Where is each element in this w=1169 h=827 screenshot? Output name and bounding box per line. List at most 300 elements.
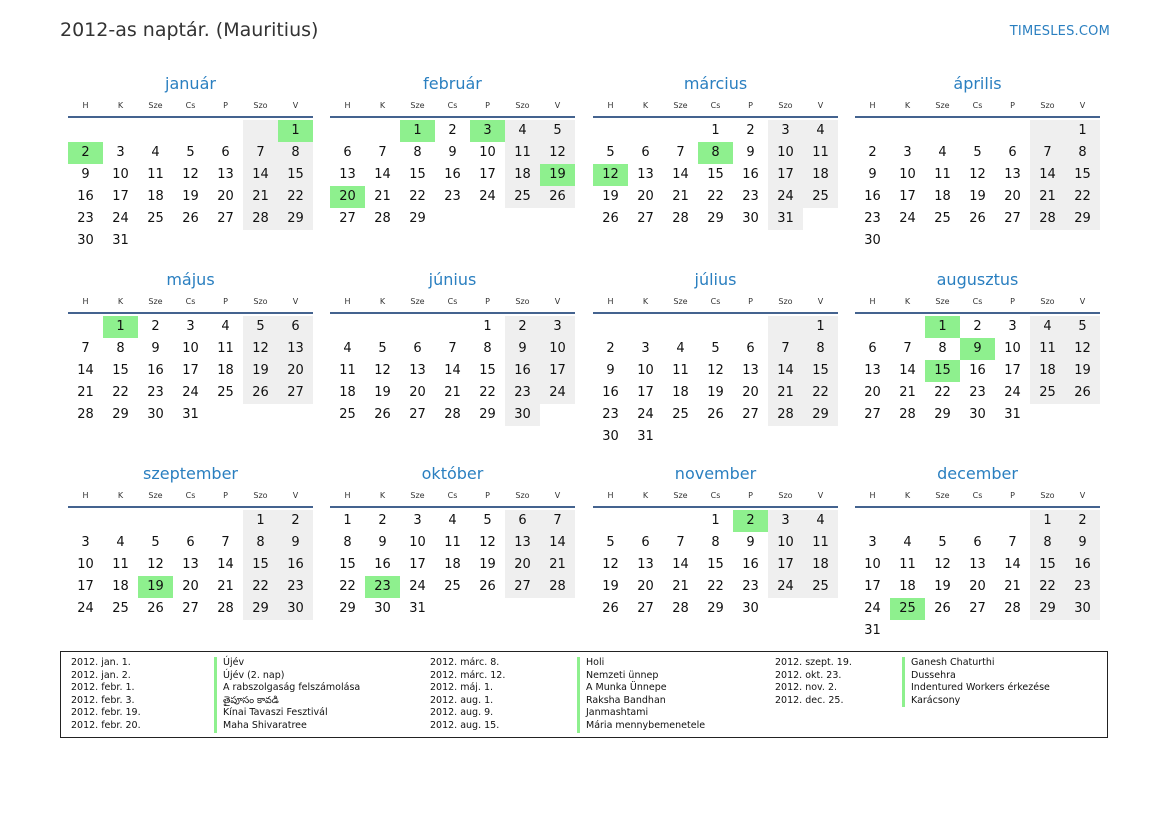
weekday-label: Szo	[778, 297, 793, 306]
day-cell: 31	[1004, 407, 1021, 422]
holiday-day-cell: 8	[698, 142, 733, 164]
day-cell: 10	[768, 532, 803, 554]
day-cell: 13	[278, 338, 313, 360]
day-cell: 8	[803, 338, 838, 360]
day-grid	[68, 120, 313, 252]
holiday-date: 2012. febr. 1.	[71, 682, 135, 694]
day-cell: 6	[278, 316, 313, 338]
day-cell: 23	[278, 576, 313, 598]
day-cell: 15	[707, 557, 724, 572]
weekday-label: K	[117, 491, 124, 500]
day-cell: 12	[969, 167, 986, 182]
day-cell: 21	[77, 385, 94, 400]
weekday-label: Szo	[1040, 297, 1055, 306]
day-cell: 11	[147, 167, 164, 182]
day-cell: 8	[243, 532, 278, 554]
day-cell: 24	[77, 601, 94, 616]
day-cell: 22	[1030, 576, 1065, 598]
day-cell: 24	[1004, 385, 1021, 400]
weekday-label: V	[554, 297, 561, 306]
day-cell: 15	[112, 363, 129, 378]
day-cell: 31	[864, 623, 881, 638]
day-cell: 4	[151, 145, 160, 160]
day-cell: 15	[278, 164, 313, 186]
weekday-header	[68, 99, 313, 118]
holiday-name: Holi	[577, 657, 604, 670]
day-cell: 4	[676, 341, 685, 356]
holiday-name: Kínai Tavaszi Fesztivál	[214, 707, 328, 720]
day-cell: 20	[637, 189, 654, 204]
day-cell: 28	[374, 211, 391, 226]
weekday-label: Sze	[148, 101, 163, 110]
weekday-header	[68, 295, 313, 314]
weekday-label: Sze	[935, 297, 950, 306]
weekday-label: V	[1079, 101, 1086, 110]
day-cell: 26	[182, 211, 199, 226]
day-cell: 3	[641, 341, 650, 356]
weekday-label: Cs	[447, 297, 458, 306]
empty-day-cell	[593, 120, 628, 142]
day-cell: 18	[112, 579, 129, 594]
day-cell: 23	[742, 189, 759, 204]
day-cell: 30	[278, 598, 313, 620]
day-cell: 8	[343, 535, 352, 550]
holiday-day-cell: 2	[68, 142, 103, 164]
day-cell: 20	[182, 579, 199, 594]
day-cell: 28	[1030, 208, 1065, 230]
weekday-label: P	[748, 491, 753, 500]
weekday-label: P	[485, 491, 490, 500]
day-cell: 23	[864, 211, 881, 226]
day-cell: 25	[1030, 382, 1065, 404]
day-cell: 5	[483, 513, 492, 528]
day-cell: 6	[641, 145, 650, 160]
empty-day-cell	[995, 510, 1030, 532]
empty-day-cell	[593, 316, 628, 338]
day-cell: 19	[182, 189, 199, 204]
day-cell: 22	[707, 579, 724, 594]
weekday-label: P	[1010, 101, 1015, 110]
day-cell: 29	[707, 601, 724, 616]
day-cell: 7	[448, 341, 457, 356]
weekday-label: Sze	[148, 491, 163, 500]
weekday-label: K	[904, 101, 911, 110]
day-grid	[330, 316, 575, 426]
day-cell: 27	[637, 601, 654, 616]
day-cell: 20	[505, 554, 540, 576]
month-8	[855, 269, 1100, 426]
day-cell: 19	[934, 579, 951, 594]
empty-day-cell	[365, 120, 400, 142]
weekday-label: Cs	[710, 297, 721, 306]
day-cell: 3	[540, 316, 575, 338]
weekday-label: V	[817, 297, 824, 306]
day-cell: 5	[540, 120, 575, 142]
day-cell: 14	[672, 167, 689, 182]
weekday-label: H	[344, 491, 351, 500]
weekday-label: V	[817, 101, 824, 110]
holiday-day-cell: 1	[103, 316, 138, 338]
weekday-label: Sze	[673, 297, 688, 306]
day-cell: 27	[182, 601, 199, 616]
day-cell: 18	[899, 579, 916, 594]
day-cell: 9	[606, 363, 615, 378]
day-cell: 14	[540, 532, 575, 554]
day-cell: 16	[505, 360, 540, 382]
day-cell: 18	[1030, 360, 1065, 382]
day-cell: 2	[606, 341, 615, 356]
holiday-name: Raksha Bandhan	[577, 695, 666, 708]
day-cell: 11	[112, 557, 129, 572]
day-cell: 12	[934, 557, 951, 572]
day-cell: 28	[672, 601, 689, 616]
empty-day-cell	[138, 120, 173, 142]
empty-day-cell	[593, 510, 628, 532]
day-cell: 14	[899, 363, 916, 378]
day-cell: 18	[505, 164, 540, 186]
holiday-name: Újév	[214, 657, 244, 670]
weekday-header	[330, 99, 575, 118]
day-cell: 8	[116, 341, 125, 356]
day-cell: 8	[483, 341, 492, 356]
holiday-day-cell: 1	[925, 316, 960, 338]
empty-day-cell	[400, 316, 435, 338]
day-cell: 17	[77, 579, 94, 594]
weekday-label: K	[642, 297, 649, 306]
day-cell: 12	[243, 338, 278, 360]
holiday-date: 2012. máj. 1.	[430, 682, 494, 694]
day-cell: 25	[803, 576, 838, 598]
day-cell: 8	[413, 145, 422, 160]
day-cell: 17	[637, 385, 654, 400]
holiday-date: 2012. jan. 2.	[71, 669, 131, 681]
day-cell: 20	[969, 579, 986, 594]
day-cell: 6	[868, 341, 877, 356]
empty-day-cell	[68, 120, 103, 142]
day-cell: 20	[409, 385, 426, 400]
empty-day-cell	[995, 120, 1030, 142]
day-cell: 13	[1004, 167, 1021, 182]
day-cell: 15	[1065, 164, 1100, 186]
day-cell: 25	[444, 579, 461, 594]
day-cell: 6	[746, 341, 755, 356]
day-cell: 28	[217, 601, 234, 616]
day-cell: 10	[637, 363, 654, 378]
holiday-day-cell: 19	[138, 576, 173, 598]
weekday-label: V	[554, 491, 561, 500]
day-cell: 1	[803, 316, 838, 338]
weekday-label: K	[379, 297, 386, 306]
empty-day-cell	[628, 120, 663, 142]
day-cell: 17	[1004, 363, 1021, 378]
day-grid	[68, 510, 313, 620]
day-cell: 16	[77, 189, 94, 204]
day-cell: 24	[540, 382, 575, 404]
day-cell: 25	[803, 186, 838, 208]
day-cell: 4	[903, 535, 912, 550]
empty-day-cell	[663, 120, 698, 142]
empty-day-cell	[855, 316, 890, 338]
day-cell: 29	[934, 407, 951, 422]
day-cell: 23	[147, 385, 164, 400]
day-cell: 29	[278, 208, 313, 230]
day-cell: 7	[540, 510, 575, 532]
weekday-label: Sze	[148, 297, 163, 306]
day-cell: 24	[112, 211, 129, 226]
day-cell: 22	[339, 579, 356, 594]
day-cell: 25	[339, 407, 356, 422]
day-cell: 26	[969, 211, 986, 226]
day-cell: 30	[77, 233, 94, 248]
day-cell: 2	[448, 123, 457, 138]
day-cell: 19	[707, 385, 724, 400]
day-cell: 14	[217, 557, 234, 572]
day-cell: 21	[899, 385, 916, 400]
day-cell: 15	[409, 167, 426, 182]
empty-day-cell	[330, 316, 365, 338]
day-cell: 23	[444, 189, 461, 204]
day-cell: 18	[217, 363, 234, 378]
weekday-label: V	[1079, 491, 1086, 500]
day-cell: 29	[803, 404, 838, 426]
day-cell: 10	[540, 338, 575, 360]
weekday-label: H	[869, 297, 876, 306]
day-cell: 14	[77, 363, 94, 378]
weekday-label: Cs	[972, 297, 983, 306]
day-cell: 1	[711, 123, 720, 138]
day-cell: 6	[641, 535, 650, 550]
day-cell: 15	[479, 363, 496, 378]
holiday-day-cell: 23	[365, 576, 400, 598]
day-cell: 4	[116, 535, 125, 550]
day-cell: 3	[413, 513, 422, 528]
day-cell: 12	[707, 363, 724, 378]
day-cell: 30	[1065, 598, 1100, 620]
day-cell: 23	[505, 382, 540, 404]
day-cell: 9	[505, 338, 540, 360]
weekday-label: V	[292, 101, 299, 110]
month-10	[330, 463, 575, 620]
weekday-label: K	[117, 297, 124, 306]
day-cell: 31	[768, 208, 803, 230]
empty-day-cell	[243, 120, 278, 142]
day-cell: 29	[243, 598, 278, 620]
day-cell: 16	[742, 557, 759, 572]
day-cell: 17	[540, 360, 575, 382]
weekday-label: P	[485, 101, 490, 110]
day-grid	[330, 120, 575, 230]
day-cell: 7	[903, 341, 912, 356]
month-12	[855, 463, 1100, 642]
day-cell: 11	[444, 535, 461, 550]
empty-day-cell	[173, 510, 208, 532]
day-cell: 10	[77, 557, 94, 572]
day-cell: 10	[409, 535, 426, 550]
month-2	[330, 73, 575, 230]
day-cell: 13	[742, 363, 759, 378]
empty-day-cell	[663, 316, 698, 338]
empty-day-cell	[890, 120, 925, 142]
day-cell: 24	[864, 601, 881, 616]
weekday-label: K	[904, 297, 911, 306]
day-cell: 25	[147, 211, 164, 226]
day-cell: 20	[742, 385, 759, 400]
holiday-day-cell: 12	[593, 164, 628, 186]
month-7	[593, 269, 838, 448]
holiday-day-cell: 15	[925, 360, 960, 382]
day-cell: 13	[217, 167, 234, 182]
day-cell: 4	[938, 145, 947, 160]
day-cell: 14	[672, 557, 689, 572]
empty-day-cell	[138, 510, 173, 532]
weekday-label: Szo	[1040, 101, 1055, 110]
holiday-day-cell: 19	[540, 164, 575, 186]
day-cell: 31	[112, 233, 129, 248]
day-cell: 24	[409, 579, 426, 594]
day-cell: 20	[637, 579, 654, 594]
day-cell: 27	[969, 601, 986, 616]
empty-day-cell	[1030, 120, 1065, 142]
day-cell: 7	[1030, 142, 1065, 164]
weekday-label: H	[607, 491, 614, 500]
day-cell: 22	[243, 576, 278, 598]
day-cell: 4	[803, 120, 838, 142]
day-cell: 29	[1030, 598, 1065, 620]
weekday-label: Sze	[673, 491, 688, 500]
day-cell: 2	[151, 319, 160, 334]
weekday-label: Szo	[515, 491, 530, 500]
day-cell: 28	[1004, 601, 1021, 616]
day-cell: 6	[413, 341, 422, 356]
day-cell: 16	[278, 554, 313, 576]
day-cell: 10	[182, 341, 199, 356]
day-cell: 17	[182, 363, 199, 378]
day-cell: 27	[864, 407, 881, 422]
weekday-label: P	[1010, 491, 1015, 500]
empty-day-cell	[855, 510, 890, 532]
empty-day-cell	[365, 316, 400, 338]
empty-day-cell	[68, 510, 103, 532]
day-cell: 11	[899, 557, 916, 572]
day-cell: 22	[479, 385, 496, 400]
day-cell: 12	[147, 557, 164, 572]
month-11	[593, 463, 838, 620]
weekday-label: H	[82, 101, 89, 110]
day-cell: 25	[505, 186, 540, 208]
weekday-label: P	[485, 297, 490, 306]
weekday-label: V	[554, 101, 561, 110]
weekday-label: P	[748, 101, 753, 110]
day-cell: 11	[339, 363, 356, 378]
day-cell: 11	[803, 142, 838, 164]
holiday-date: 2012. febr. 3.	[71, 694, 135, 706]
day-cell: 9	[1065, 532, 1100, 554]
day-cell: 12	[1065, 338, 1100, 360]
day-cell: 20	[278, 360, 313, 382]
day-grid	[593, 316, 838, 448]
day-cell: 14	[768, 360, 803, 382]
holiday-day-cell: 9	[960, 338, 995, 360]
brand-logo[interactable]: TIMESLES.COM	[1009, 24, 1110, 39]
weekday-label: V	[292, 491, 299, 500]
day-cell: 10	[864, 557, 881, 572]
day-cell: 2	[505, 316, 540, 338]
day-cell: 11	[803, 532, 838, 554]
weekday-label: Cs	[972, 101, 983, 110]
day-cell: 31	[637, 429, 654, 444]
day-cell: 27	[278, 382, 313, 404]
day-cell: 26	[147, 601, 164, 616]
day-cell: 22	[278, 186, 313, 208]
month-4	[855, 73, 1100, 252]
day-cell: 19	[602, 189, 619, 204]
day-cell: 1	[1030, 510, 1065, 532]
day-cell: 24	[479, 189, 496, 204]
weekday-header	[855, 489, 1100, 508]
holiday-date: 2012. aug. 15.	[430, 720, 500, 731]
day-cell: 7	[243, 142, 278, 164]
day-cell: 26	[602, 601, 619, 616]
day-cell: 16	[374, 557, 391, 572]
weekday-label: Sze	[410, 297, 425, 306]
day-cell: 7	[676, 145, 685, 160]
day-cell: 22	[934, 385, 951, 400]
holiday-day-cell: 20	[330, 186, 365, 208]
day-cell: 16	[1065, 554, 1100, 576]
day-cell: 15	[339, 557, 356, 572]
holiday-day-cell: 2	[733, 510, 768, 532]
day-cell: 30	[864, 233, 881, 248]
holiday-day-cell: 1	[278, 120, 313, 142]
weekday-label: Cs	[185, 101, 196, 110]
holiday-day-cell: 25	[890, 598, 925, 620]
day-cell: 28	[243, 208, 278, 230]
day-cell: 20	[217, 189, 234, 204]
holiday-date: 2012. nov. 2.	[775, 682, 838, 694]
empty-day-cell	[890, 316, 925, 338]
day-cell: 21	[672, 579, 689, 594]
weekday-label: Cs	[710, 491, 721, 500]
day-cell: 21	[243, 186, 278, 208]
day-cell: 19	[969, 189, 986, 204]
empty-day-cell	[628, 510, 663, 532]
day-cell: 23	[77, 211, 94, 226]
day-cell: 2	[278, 510, 313, 532]
month-name: július	[694, 270, 737, 289]
holiday-name: Indentured Workers érkezése	[902, 682, 1050, 695]
day-cell: 13	[637, 557, 654, 572]
day-cell: 7	[676, 535, 685, 550]
holiday-legend	[60, 651, 1108, 738]
day-cell: 8	[1030, 532, 1065, 554]
holiday-date: 2012. febr. 19.	[71, 707, 141, 719]
day-cell: 3	[81, 535, 90, 550]
day-cell: 11	[934, 167, 951, 182]
month-name: január	[165, 74, 216, 93]
day-cell: 26	[602, 211, 619, 226]
day-cell: 18	[147, 189, 164, 204]
day-cell: 5	[186, 145, 195, 160]
day-cell: 1	[711, 513, 720, 528]
day-cell: 16	[864, 189, 881, 204]
day-cell: 11	[672, 363, 689, 378]
day-cell: 3	[186, 319, 195, 334]
day-cell: 18	[672, 385, 689, 400]
weekday-label: Szo	[1040, 491, 1055, 500]
day-cell: 1	[1065, 120, 1100, 142]
day-cell: 5	[711, 341, 720, 356]
weekday-label: Sze	[410, 491, 425, 500]
